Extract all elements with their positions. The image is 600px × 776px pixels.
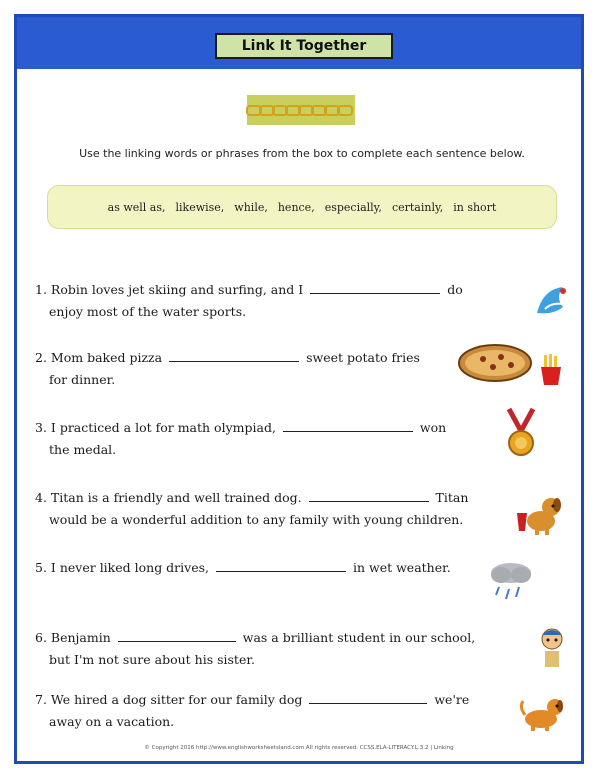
chain-icon (249, 105, 353, 116)
sentence-number: 4. (35, 490, 47, 505)
sentence-number: 3. (35, 420, 47, 435)
sentence-text: Robin loves jet skiing and surfing, and I (50, 282, 304, 297)
sentence-text: Benjamin (50, 630, 111, 645)
answer-blank[interactable] (118, 629, 236, 642)
sentence-number: 7. (35, 692, 47, 707)
sentence-text: do (447, 282, 463, 297)
sentence-text: won (419, 420, 447, 435)
medal-icon (501, 407, 541, 461)
word-bank-item: while, (234, 200, 268, 214)
answer-blank[interactable] (309, 489, 429, 502)
dog-icon (513, 491, 563, 537)
sentence-text: Titan (435, 490, 469, 505)
word-bank-item: likewise, (175, 200, 225, 214)
sentence-text: the medal. (49, 442, 117, 457)
sentence-text: I never liked long drives, (50, 560, 210, 575)
sentence-4 (35, 487, 515, 531)
sentence-1 (35, 279, 505, 323)
sentence-text: away on a vacation. (49, 714, 175, 729)
sentence-text: but I'm not sure about his sister. (49, 652, 255, 667)
worksheet-frame (14, 14, 584, 764)
chain-banner (247, 95, 355, 125)
word-bank-item: in short (453, 200, 497, 214)
sentence-2 (35, 347, 505, 391)
sentence-text: we're (434, 692, 470, 707)
copyright-footer: © Copyright 2016 http://www.englishworksheetsland.com All rights reserved. CCSS.ELA-LITERACY.L.3.2 | Linking (144, 745, 454, 751)
sentence-text: for dinner. (49, 372, 116, 387)
sentence-text: would be a wonderful addition to any family with young children. (49, 512, 464, 527)
answer-blank[interactable] (216, 559, 346, 572)
instructions-text: Use the linking words or phrases from the box to complete each sentence below. (79, 147, 525, 160)
word-bank-item: certainly, (391, 200, 444, 214)
sentence-text: Mom baked pizza (50, 350, 163, 365)
sentence-number: 2. (35, 350, 47, 365)
word-bank-item: as well as, (107, 200, 166, 214)
sentence-number: 5. (35, 560, 47, 575)
sentence-text: We hired a dog sitter for our family dog (50, 692, 303, 707)
puppy-icon (517, 693, 567, 733)
sentence-number: 6. (35, 630, 47, 645)
rain-cloud-icon (487, 559, 537, 609)
sentence-text: was a brilliant student in our school, (242, 630, 476, 645)
worksheet-title: Link It Together (215, 33, 393, 59)
sentence-text: Titan is a friendly and well trained dog. (50, 490, 302, 505)
sentence-3 (35, 417, 505, 461)
answer-blank[interactable] (169, 349, 299, 362)
surfing-wave-icon (533, 279, 575, 321)
answer-blank[interactable] (309, 691, 427, 704)
sentence-text: in wet weather. (352, 560, 451, 575)
student-boy-icon (537, 623, 567, 671)
sentence-text: enjoy most of the water sports. (49, 304, 247, 319)
fries-icon (537, 353, 565, 387)
sentence-text: sweet potato fries (306, 350, 420, 365)
sentence-7 (35, 689, 505, 733)
word-bank-item: hence, (277, 200, 315, 214)
answer-blank[interactable] (283, 419, 413, 432)
answer-blank[interactable] (310, 281, 440, 294)
word-bank-item: especially, (324, 200, 382, 214)
sentence-number: 1. (35, 282, 47, 297)
sentence-6 (35, 627, 505, 671)
pizza-icon (457, 339, 537, 385)
sentence-text: I practiced a lot for math olympiad, (50, 420, 276, 435)
sentence-5 (35, 557, 505, 579)
word-bank (47, 185, 557, 229)
